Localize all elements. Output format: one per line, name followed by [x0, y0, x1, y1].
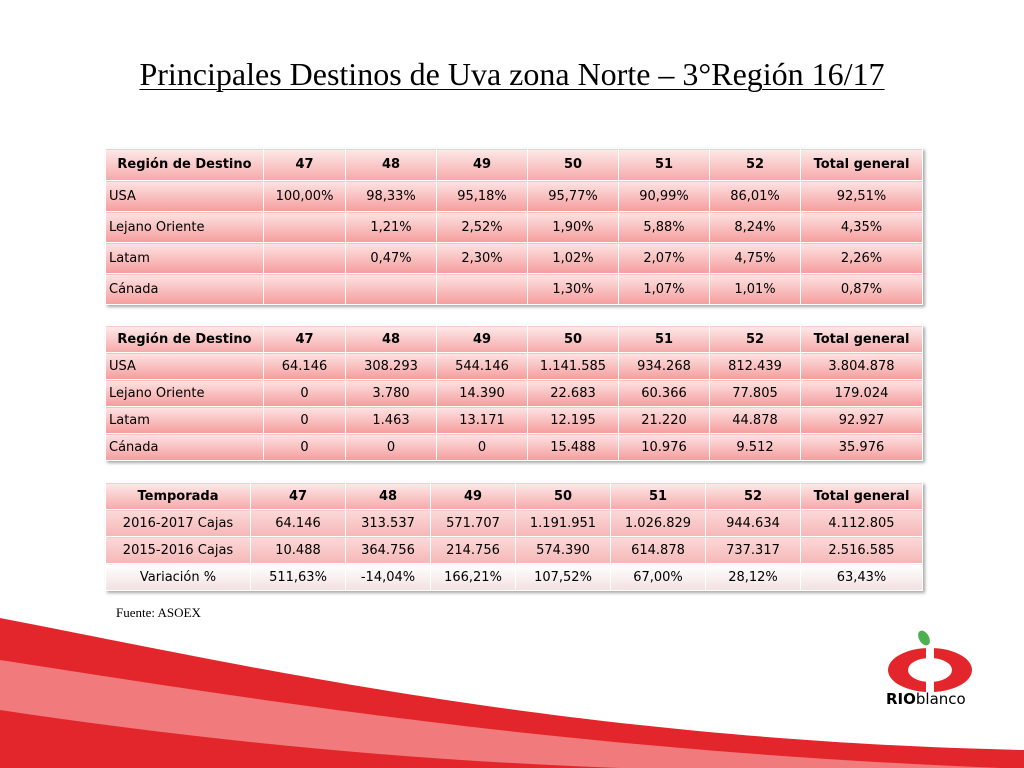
table-cell: 2,26% [801, 243, 923, 274]
table-cell: 67,00% [611, 564, 706, 591]
table-cell: 100,00% [264, 181, 346, 212]
table-cell: 44.878 [710, 407, 801, 434]
col-header: Región de Destino [106, 326, 264, 353]
table-cell: 64.146 [264, 353, 346, 380]
table-cell: 14.390 [437, 380, 528, 407]
table-cell: 166,21% [431, 564, 516, 591]
table-cell: 0 [437, 434, 528, 461]
col-header: 49 [437, 149, 528, 181]
table-cell: 1.463 [346, 407, 437, 434]
table-cell: 1.141.585 [528, 353, 619, 380]
table-cell: 4,75% [710, 243, 801, 274]
col-header: 52 [706, 483, 801, 510]
table-cell: 1.026.829 [611, 510, 706, 537]
table-cell: 35.976 [801, 434, 923, 461]
table-row [106, 212, 923, 243]
table-cell: 22.683 [528, 380, 619, 407]
table-cell: 10.976 [619, 434, 710, 461]
brand-name-bold: RIO [886, 690, 916, 708]
table-row [106, 274, 923, 305]
table-cell: 934.268 [619, 353, 710, 380]
table-cell: 544.146 [437, 353, 528, 380]
table-cell: 2,07% [619, 243, 710, 274]
table-cell: 313.537 [346, 510, 431, 537]
col-header: Región de Destino [106, 149, 264, 181]
table-cell: 1,02% [528, 243, 619, 274]
col-header: Total general [801, 326, 923, 353]
table-row [106, 407, 923, 434]
table-row [106, 181, 923, 212]
row-label: 2016-2017 Cajas [106, 510, 251, 537]
col-header: 50 [528, 326, 619, 353]
table-row [106, 537, 923, 564]
col-header: Total general [801, 483, 923, 510]
row-label: Lejano Oriente [106, 212, 264, 243]
table-cell: 12.195 [528, 407, 619, 434]
red-swoosh-decoration [0, 590, 1024, 768]
row-label: Cánada [106, 434, 264, 461]
table-cell: 1,30% [528, 274, 619, 305]
table-cell: 5,88% [619, 212, 710, 243]
table-cell: 0 [264, 434, 346, 461]
table-cell [346, 274, 437, 305]
table-row [106, 434, 923, 461]
col-header: 48 [346, 149, 437, 181]
table-cell: 13.171 [437, 407, 528, 434]
destination-percent-table [105, 148, 923, 305]
col-header: 50 [528, 149, 619, 181]
table-cell: 3.780 [346, 380, 437, 407]
table-cell: 107,52% [516, 564, 611, 591]
table-cell: 77.805 [710, 380, 801, 407]
table-cell: 2,30% [437, 243, 528, 274]
table-cell: 0 [264, 380, 346, 407]
table-header-row [106, 149, 923, 181]
table-cell: 3.804.878 [801, 353, 923, 380]
table-cell: 4,35% [801, 212, 923, 243]
row-label: USA [106, 181, 264, 212]
table-header-row [106, 326, 923, 353]
table-row [106, 510, 923, 537]
table-cell: 179.024 [801, 380, 923, 407]
table-cell: 0 [264, 407, 346, 434]
col-header: Total general [801, 149, 923, 181]
table-cell: 4.112.805 [801, 510, 923, 537]
col-header: 50 [516, 483, 611, 510]
col-header: 51 [619, 149, 710, 181]
table-cell: 511,63% [251, 564, 346, 591]
row-label: Latam [106, 243, 264, 274]
table-cell: 21.220 [619, 407, 710, 434]
table-cell [264, 243, 346, 274]
table-cell: 812.439 [710, 353, 801, 380]
table-cell: 64.146 [251, 510, 346, 537]
table-cell: 9.512 [710, 434, 801, 461]
row-label: USA [106, 353, 264, 380]
row-label: Lejano Oriente [106, 380, 264, 407]
row-label: Latam [106, 407, 264, 434]
table-cell: 0 [346, 434, 437, 461]
table-cell: 95,18% [437, 181, 528, 212]
col-header: 47 [251, 483, 346, 510]
col-header: 47 [264, 149, 346, 181]
row-label: 2015-2016 Cajas [106, 537, 251, 564]
col-header: 49 [431, 483, 516, 510]
season-comparison-table [105, 482, 923, 591]
col-header: 47 [264, 326, 346, 353]
col-header: 48 [346, 326, 437, 353]
table-cell: 15.488 [528, 434, 619, 461]
table-cell: 574.390 [516, 537, 611, 564]
table-cell: 2.516.585 [801, 537, 923, 564]
table-row [106, 353, 923, 380]
table-cell: 214.756 [431, 537, 516, 564]
table-cell: 1,21% [346, 212, 437, 243]
table-cell: 571.707 [431, 510, 516, 537]
table-row [106, 243, 923, 274]
table-cell: 308.293 [346, 353, 437, 380]
table-cell [437, 274, 528, 305]
destination-boxes-table [105, 325, 923, 461]
table-cell: 2,52% [437, 212, 528, 243]
table-cell: -14,04% [346, 564, 431, 591]
col-header: 48 [346, 483, 431, 510]
table-cell: 944.634 [706, 510, 801, 537]
table-row [106, 564, 923, 591]
table-cell: 63,43% [801, 564, 923, 591]
table-cell: 1.191.951 [516, 510, 611, 537]
table-cell: 1,90% [528, 212, 619, 243]
table-cell: 10.488 [251, 537, 346, 564]
table-cell: 1,01% [710, 274, 801, 305]
table-cell: 0,87% [801, 274, 923, 305]
row-label: Variación % [106, 564, 251, 591]
table-cell: 95,77% [528, 181, 619, 212]
col-header: 51 [611, 483, 706, 510]
table-cell: 92,51% [801, 181, 923, 212]
table-cell: 8,24% [710, 212, 801, 243]
col-header: 52 [710, 326, 801, 353]
table-row [106, 380, 923, 407]
row-label: Cánada [106, 274, 264, 305]
table-cell: 86,01% [710, 181, 801, 212]
table-cell: 364.756 [346, 537, 431, 564]
table-cell: 92.927 [801, 407, 923, 434]
table-cell: 90,99% [619, 181, 710, 212]
source-note: Fuente: ASOEX [116, 605, 201, 620]
table-cell: 737.317 [706, 537, 801, 564]
table-cell: 28,12% [706, 564, 801, 591]
table-cell: 98,33% [346, 181, 437, 212]
col-header: 49 [437, 326, 528, 353]
table-header-row [106, 483, 923, 510]
col-header: 52 [710, 149, 801, 181]
brand-name-rest: blanco [915, 690, 966, 708]
table-cell: 0,47% [346, 243, 437, 274]
table-cell: 60.366 [619, 380, 710, 407]
col-header: 51 [619, 326, 710, 353]
col-header: Temporada [106, 483, 251, 510]
brand-name [886, 690, 966, 708]
page-title: Principales Destinos de Uva zona Norte – 3°Región 16/17 [139, 56, 885, 92]
table-cell [264, 274, 346, 305]
table-cell: 1,07% [619, 274, 710, 305]
table-cell: 614.878 [611, 537, 706, 564]
table-cell [264, 212, 346, 243]
